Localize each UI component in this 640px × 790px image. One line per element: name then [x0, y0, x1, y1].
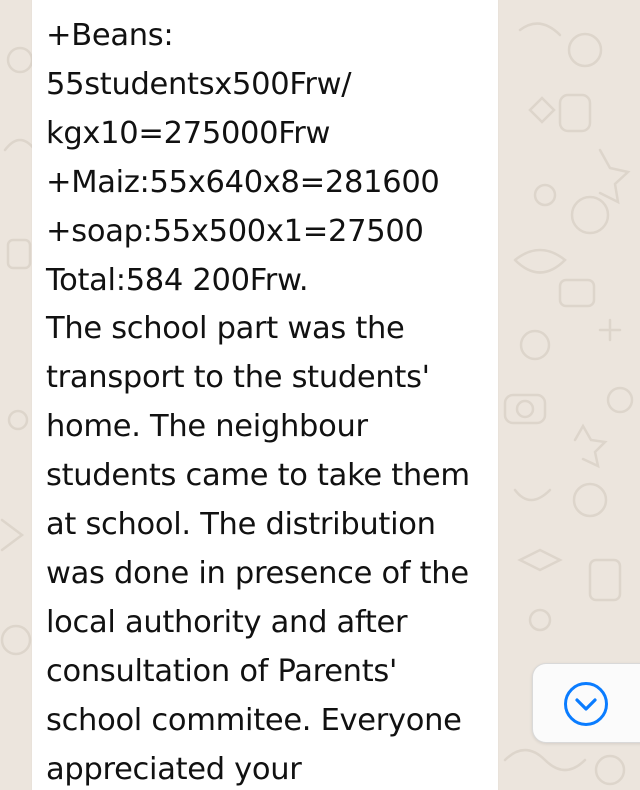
- message-line: students came to take them: [46, 458, 470, 494]
- message-line: appreciated your: [46, 751, 302, 787]
- message-line: +Beans:: [46, 18, 174, 53]
- message-line: +Maiz:55x640x8=281600: [46, 164, 440, 200]
- message-line: The school part was the: [46, 311, 405, 347]
- message-line: home. The neighbour: [46, 409, 368, 445]
- message-line: school commitee. Everyone: [46, 702, 462, 738]
- message-line: kgx10=275000Frw: [46, 115, 331, 151]
- message-line: +soap:55x500x1=27500: [46, 213, 424, 249]
- message-line: at school. The distribution: [46, 507, 436, 543]
- chevron-down-circle-icon: [563, 681, 609, 727]
- message-bubble: [32, 0, 498, 790]
- scroll-to-bottom-button[interactable]: [532, 663, 640, 743]
- message-line: was done in presence of the: [46, 555, 469, 591]
- message-line: consultation of Parents': [46, 653, 398, 689]
- message-line: Total:584 200Frw.: [46, 262, 309, 298]
- message-line: transport to the students': [46, 360, 430, 396]
- message-line: 55studentsx500Frw/: [46, 66, 352, 102]
- message-line: local authority and after: [46, 604, 408, 640]
